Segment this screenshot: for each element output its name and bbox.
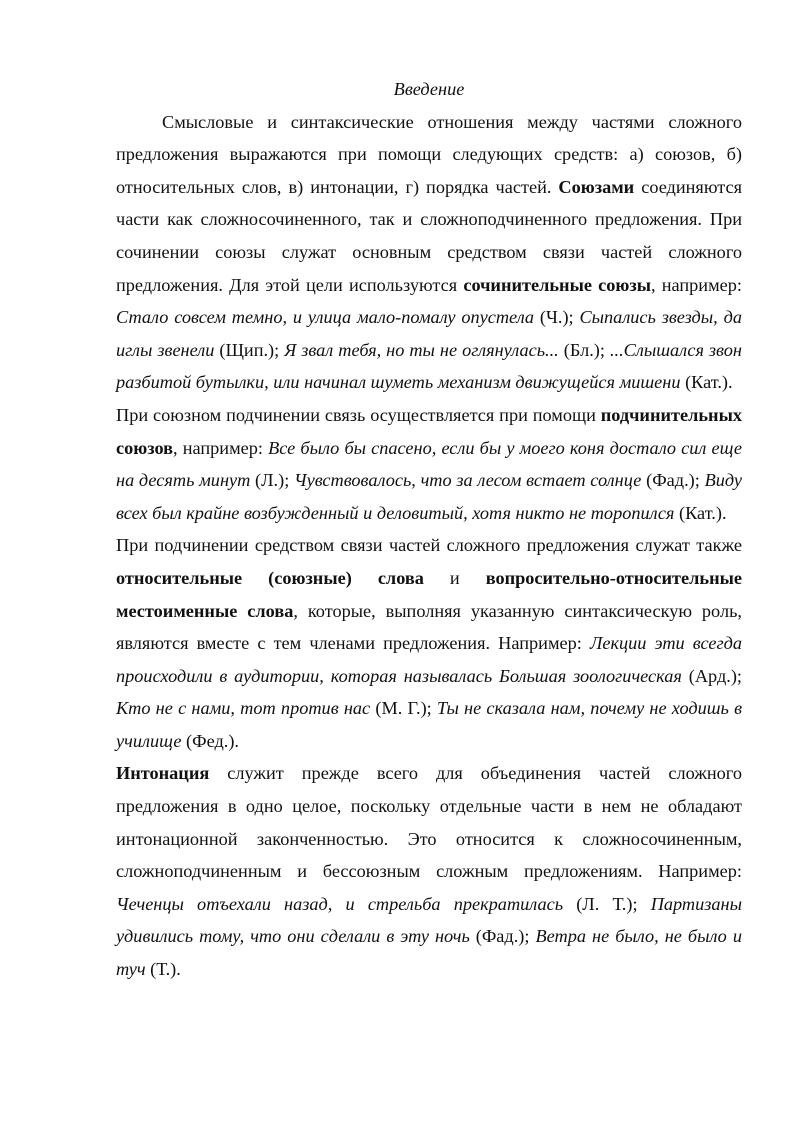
example-quote: Стало совсем темно, и улица мало-помалу опустела — [116, 307, 535, 328]
source-ref: (Кат.). — [674, 502, 727, 523]
example-quote: Чеченцы отъехали назад, и стрельба прекратилась — [116, 893, 564, 914]
text-run: , например: — [650, 274, 742, 295]
source-ref: (Фед.). — [181, 730, 239, 751]
example-quote: Все было бы спасено, если бы у моего коня достало сил еще на десять минут — [116, 437, 742, 491]
example-quote: Лекции эти всегда происходили в аудитории, которая называлась Большая зоологическая — [116, 633, 742, 686]
source-ref: (Ард.); — [681, 665, 742, 686]
bold-term-intonatsiya: Интонация — [116, 763, 210, 784]
bold-term-podchinitelnye-soyuzy: подчинительных союзов — [116, 404, 742, 458]
example-quote: Партизаны удивились тому, что они сделали в эту ночь — [116, 893, 742, 947]
source-ref: (Щип.); — [214, 339, 285, 360]
bold-term-mestoimennye-slova: вопросительно-относительные местоименные слова — [116, 567, 742, 621]
paragraph-relative-words — [116, 529, 742, 757]
example-quote: Чувствовалось, что за лесом встает солнце — [294, 470, 642, 491]
paragraph-intro — [116, 106, 742, 399]
document-page — [116, 73, 742, 986]
source-ref: (Фад.); — [469, 926, 536, 947]
bold-term-otnositelnye-slova: относительные (союзные) слова — [116, 567, 424, 588]
bold-term-sochinitelnye-soyuzy: сочинительные союзы — [463, 274, 651, 295]
text-run: При подчинении средством связи частей сложного предложения служат также — [116, 535, 742, 556]
text-run: , которые, выполняя указанную синтаксическую роль, являются вместе с тем членами предложения. Например: — [116, 600, 742, 654]
example-quote: Сыпались звезды, да иглы звенели — [116, 307, 742, 360]
source-ref: (Л. Т.); — [563, 893, 651, 914]
example-quote: Виду всех был крайне возбужденный и деловитый, хотя никто не торопился — [116, 470, 742, 523]
example-quote: Ты не сказала нам, почему не ходишь в училище — [116, 698, 743, 751]
text-run: Смысловые и синтаксические отношения между частями сложного предложения выражаются при помощи следующих средств: а) союзов, б) относительных слов, в) интонации, г) порядка частей. — [116, 111, 742, 197]
source-ref: (М. Г.); — [370, 698, 437, 719]
paragraph-intonation — [116, 757, 742, 985]
paragraph-subordination — [116, 399, 742, 529]
source-ref: (Бл.); — [558, 339, 610, 360]
text-run: соединяются части как сложносочиненного, так и сложноподчиненного предложения. При сочинении союзы служат основным средством связи частей сложного предложения. Для этой цели используются — [116, 176, 742, 295]
text-run: и — [423, 567, 486, 588]
source-ref: (Ч.); — [534, 307, 580, 328]
source-ref: (Фад.); — [641, 470, 705, 491]
source-ref: (Л.); — [250, 470, 294, 491]
page-title: Введение — [393, 79, 465, 99]
source-ref: (Т.). — [145, 959, 181, 980]
example-quote: ...Слышался звон разбитой бутылки, или начинал шуметь механизм движущейся мишени — [116, 339, 742, 393]
example-quote: Я звал тебя, но ты не оглянулась... — [284, 339, 559, 360]
example-quote: Ветра не было, не было и туч — [116, 926, 742, 980]
text-run: , например: — [173, 437, 269, 458]
example-quote: Кто не с нами, тот против нас — [116, 698, 371, 719]
text-run: служит прежде всего для объединения частей сложного предложения в одно целое, поскольку отдельные части в нем не обладают интонационной законченностью. Это относится к сложносочиненным, сложноподчиненным и бессоюзным сложным предложениям. Например: — [116, 763, 742, 882]
source-ref: (Кат.). — [680, 372, 733, 393]
bold-term-soyuzami: Союзами — [558, 176, 635, 197]
text-run: При союзном подчинении связь осуществляется при помощи — [116, 404, 601, 425]
